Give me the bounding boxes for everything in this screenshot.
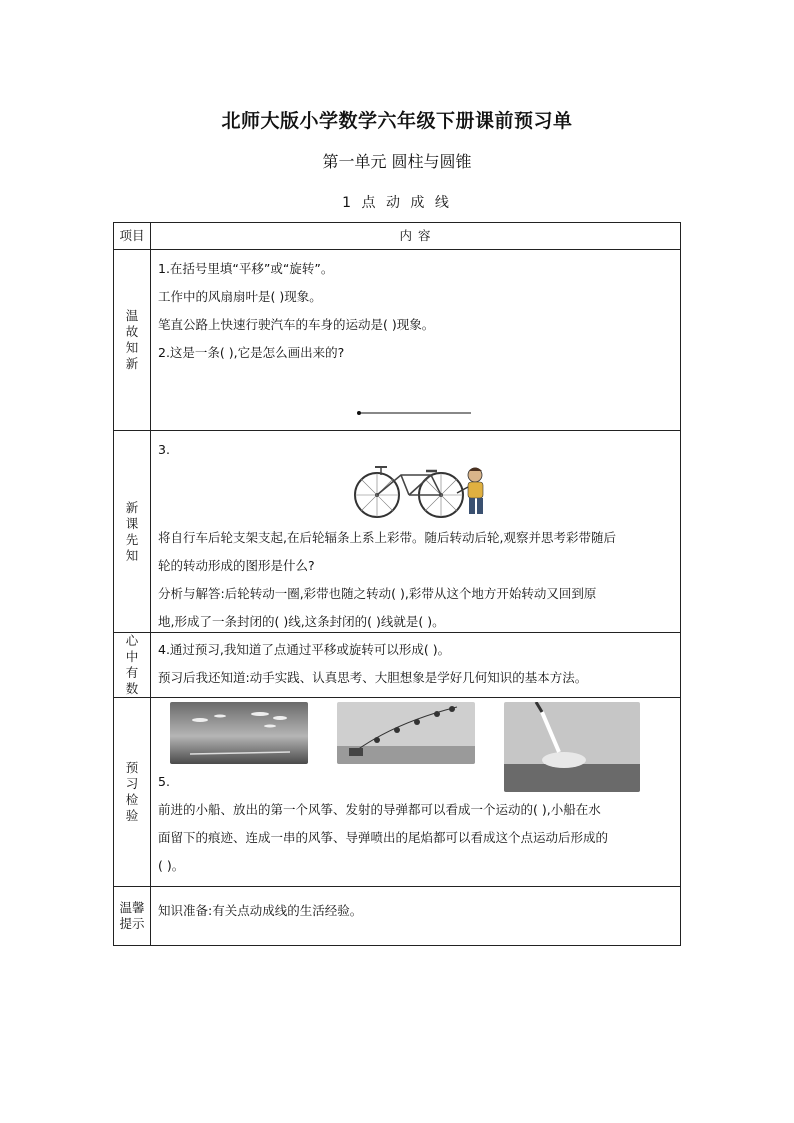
header-item: 项目 (114, 223, 151, 250)
preview-table (113, 222, 681, 946)
page-title: 北师大版小学数学六年级下册课前预习单 (221, 110, 573, 132)
question-3-text-2: 轮的转动形成的图形是什么? (158, 558, 315, 573)
question-1: 1.在括号里填“平移”或“旋转”。 (158, 261, 334, 276)
table-row (114, 431, 681, 633)
question-1b: 笔直公路上快速行驶汽车的车身的运动是( )现象。 (158, 317, 435, 332)
question-5: 5. (158, 774, 170, 789)
row-content (151, 250, 681, 431)
row-content (151, 633, 681, 698)
unit-subtitle: 第一单元 圆柱与圆锥 (322, 152, 472, 171)
table-row (114, 887, 681, 946)
row-content (151, 431, 681, 633)
row-content (151, 887, 681, 946)
question-4: 4.通过预习,我知道了点通过平移或旋转可以形成( )。 (158, 642, 451, 657)
row-label: 预习检验 (114, 698, 151, 887)
row-label: 新课先知 (114, 431, 151, 633)
table-header-row (114, 223, 681, 250)
question-3-analysis-2: 地,形成了一条封闭的( )线,这条封闭的( )线就是( )。 (158, 614, 445, 629)
row-label: 温故知新 (114, 250, 151, 431)
bicycle-illustration (351, 461, 491, 523)
question-3: 3. (158, 442, 170, 457)
row-content (151, 698, 681, 887)
question-3-text-1: 将自行车后轮支架支起,在后轮辐条上系上彩带。随后转动后轮,观察并思考彩带随后 (158, 530, 616, 545)
lesson-title: 1 点 动 成 线 (342, 195, 452, 211)
table-row (114, 633, 681, 698)
table-row (114, 250, 681, 431)
question-3-analysis-1: 分析与解答:后轮转动一圈,彩带也随之转动( ),彩带从这个地方开始转动又回到原 (158, 586, 597, 601)
row-label: 温馨提示 (114, 887, 151, 946)
tip-text: 知识准备:有关点动成线的生活经验。 (158, 903, 363, 918)
question-5-text-2: 面留下的痕迹、连成一串的风筝、导弹喷出的尾焰都可以看成这个点运动后形成的 (158, 830, 609, 845)
question-1a: 工作中的风扇扇叶是( )现象。 (158, 289, 322, 304)
table-row (114, 698, 681, 887)
line-segment-figure (356, 408, 476, 418)
jets-photo (170, 702, 308, 764)
question-5-text-1: 前进的小船、放出的第一个风筝、发射的导弹都可以看成一个运动的( ),小船在水 (158, 802, 601, 817)
question-4-note: 预习后我还知道:动手实践、认真思考、大胆想象是学好几何知识的基本方法。 (158, 670, 588, 685)
row-label: 心中有数 (114, 633, 151, 698)
question-2: 2.这是一条( ),它是怎么画出来的? (158, 345, 345, 360)
question-5-text-3: ( )。 (158, 858, 185, 873)
kites-photo (337, 702, 475, 764)
header-content: 内 容 (151, 223, 681, 250)
